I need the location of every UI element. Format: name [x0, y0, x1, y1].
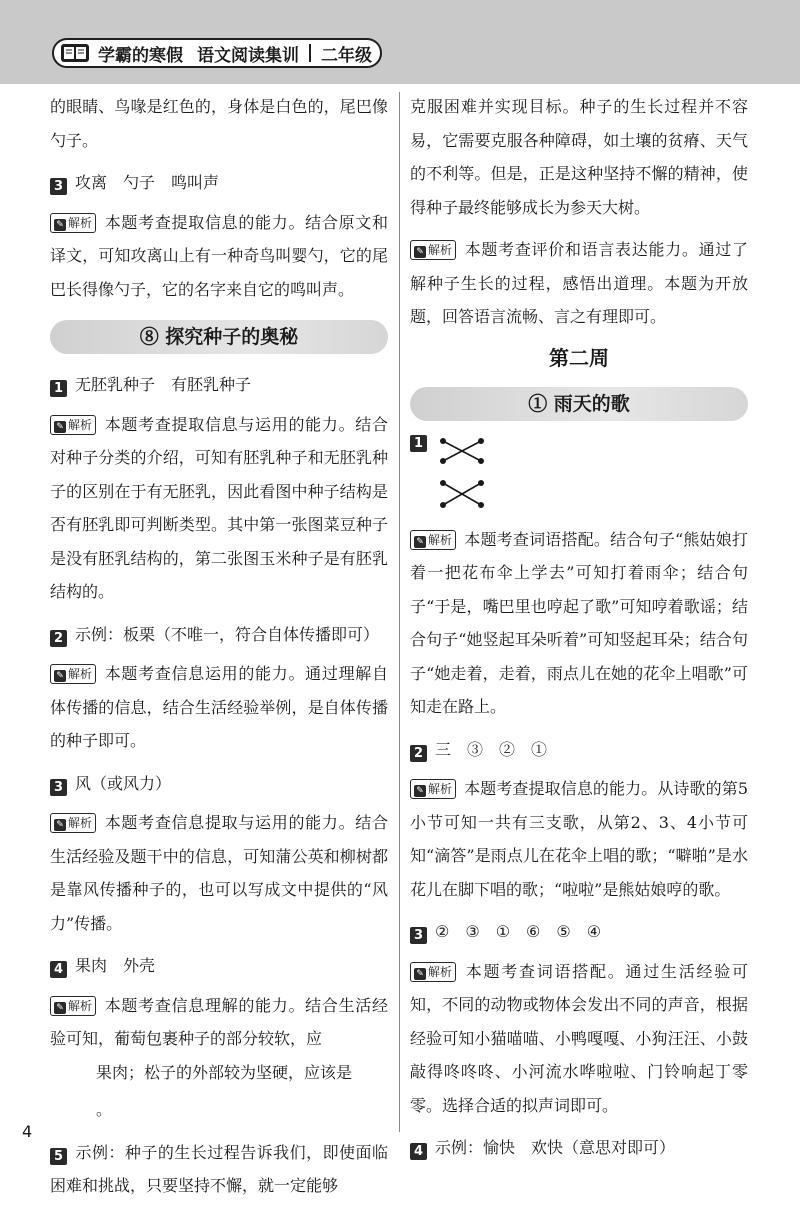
- analysis-tag: ✎ 解析: [410, 962, 456, 982]
- matching-lines-diagram: [435, 435, 495, 511]
- answer-item: [410, 733, 748, 767]
- analysis-text: 本题考查信息提取与运用的能力。结合生活经验及题干中的信息，可知蒲公英和柳树都是靠风传播种子的，也可以写成文中提供的“风力”传播。: [50, 813, 388, 933]
- analysis-continuation: 果肉；松子的外部较为坚硬，应该是: [96, 1062, 353, 1082]
- answer-text: 示例：愉快 欢快（意思对即可）: [435, 1138, 676, 1157]
- analysis-block: [50, 989, 388, 1056]
- answer-item: [50, 368, 388, 402]
- analysis-block: [410, 523, 748, 724]
- column-divider: [399, 92, 400, 1132]
- answer-text: ② ③ ① ⑥ ⑤ ④: [435, 922, 602, 941]
- item-number: 1: [410, 435, 427, 452]
- answer-item: [50, 166, 388, 200]
- analysis-icon: ✎: [414, 968, 426, 980]
- continued-paragraph: 克服困难并实现目标。种子的生长过程并不容易，它需要克服各种障碍，如土壤的贫瘠、天气的不利等。但是，正是这种坚持不懈的精神，使得种子最终能够成长为参天大树。: [410, 97, 748, 217]
- analysis-tag: ✎ 解析: [410, 240, 456, 260]
- answer-text: 示例：板栗（不唯一，符合自体传播即可）: [75, 624, 380, 644]
- item-number: 2: [50, 630, 67, 647]
- answer-text: 三 ③ ② ①: [435, 739, 548, 759]
- answer-item: [410, 915, 748, 949]
- item-number: 3: [50, 178, 67, 195]
- item-number: 1: [50, 380, 67, 397]
- section-title: ① 雨天的歌: [410, 387, 748, 421]
- grade-label: 二年级: [321, 45, 372, 66]
- analysis-icon: ✎: [54, 421, 66, 433]
- book-icon: [60, 42, 90, 64]
- item-number: 3: [50, 779, 67, 796]
- analysis-text: 本题考查提取信息与运用的能力。结合对种子分类的介绍，可知有胚乳种子和无胚乳种子的区别在于有无胚乳，因此看图中种子结构是否有胚乳即可判断类型。其中第一张图菜豆种子是没有胚乳结构的，第二张图玉米种子是有胚乳结构的。: [50, 414, 388, 601]
- analysis-block: [410, 233, 748, 334]
- right-column: [410, 90, 748, 1171]
- answer-text: 示例：种子的生长过程告诉我们，即使面临困难和挑战，只要坚持不懈，就一定能够: [50, 1142, 388, 1195]
- analysis-block: [410, 955, 748, 1123]
- analysis-tag: ✎ 解析: [50, 664, 96, 684]
- analysis-tag: ✎ 解析: [50, 813, 96, 833]
- page-header: [0, 0, 800, 84]
- answer-item: [50, 767, 388, 801]
- item-number: 4: [410, 1143, 427, 1160]
- analysis-icon: ✎: [54, 1002, 66, 1014]
- analysis-block: [50, 806, 388, 940]
- analysis-block: [50, 206, 388, 307]
- analysis-icon: ✎: [414, 785, 426, 797]
- analysis-block: [50, 408, 388, 609]
- answer-text: 攻离 勺子 鸣叫声: [75, 173, 220, 192]
- answer-text: 风（或风力）: [75, 773, 172, 793]
- title-separator: [309, 44, 311, 62]
- analysis-text: 本题考查提取信息的能力。结合原文和译文，可知攻离山上有一种奇鸟叫婴勺，它的尾巴长得像勺子，它的名字来自它的鸣叫声。: [50, 212, 388, 299]
- answer-item: [410, 435, 748, 515]
- analysis-tag: ✎ 解析: [410, 530, 456, 550]
- answer-item: [50, 618, 388, 652]
- answer-text: 果肉 外壳: [75, 956, 156, 975]
- page-number: 4: [22, 1122, 33, 1141]
- analysis-text: 本题考查词语搭配。通过生活经验可知，不同的动物或物体会发出不同的声音，根据经验可知小猫喵喵、小鸭嘎嘎、小狗汪汪、小鼓敲得咚咚咚、小河流水哗啦啦、门铃响起丁零零。选择合适的拟声词即可。: [410, 961, 748, 1115]
- section-title: ⑧ 探究种子的奥秘: [50, 320, 388, 354]
- answer-text: 无胚乳种子 有胚乳种子: [75, 375, 252, 394]
- answer-item: [50, 949, 388, 983]
- analysis-text: 本题考查信息运用的能力。通过理解自体传播的信息，结合生活经验举例，是自体传播的种子即可。: [50, 664, 388, 750]
- analysis-icon: ✎: [54, 670, 66, 682]
- series-title: 学霸的寒假: [98, 45, 183, 66]
- left-column: [50, 90, 388, 1212]
- item-number: 4: [50, 961, 67, 978]
- book-title: 语文阅读集训: [197, 45, 299, 66]
- analysis-continuation-end: 。: [96, 1100, 113, 1119]
- analysis-icon: ✎: [414, 536, 426, 548]
- continued-paragraph: 的眼睛、鸟喙是红色的，身体是白色的，尾巴像勺子。: [50, 97, 388, 150]
- book-title-pill: [52, 38, 382, 68]
- analysis-tag: ✎ 解析: [50, 213, 96, 233]
- analysis-tag: ✎ 解析: [410, 779, 456, 799]
- answer-item: [50, 1136, 388, 1203]
- analysis-text: 本题考查提取信息的能力。从诗歌的第5小节可知一共有三支歌，从第2、3、4小节可知“滴答”是雨点儿在花伞上唱的歌；“噼啪”是水花儿在脚下唱的歌；“啦啦”是熊姑娘哼的歌。: [410, 779, 748, 899]
- analysis-text: 本题考查信息理解的能力。结合生活经验可知，葡萄包裹种子的部分较软，应: [50, 995, 388, 1048]
- week-title: 第二周: [549, 345, 609, 370]
- analysis-icon: ✎: [54, 219, 66, 231]
- analysis-tag: ✎ 解析: [50, 996, 96, 1016]
- analysis-text: 本题考查评价和语言表达能力。通过了解种子生长的过程，感悟出道理。本题为开放题，回答语言流畅、言之有理即可。: [410, 240, 748, 326]
- item-number: 2: [410, 745, 427, 762]
- analysis-icon: ✎: [54, 819, 66, 831]
- analysis-icon: ✎: [414, 246, 426, 258]
- item-number: 3: [410, 927, 427, 944]
- item-number: 5: [50, 1148, 67, 1165]
- analysis-block: [410, 772, 748, 906]
- analysis-block: [50, 657, 388, 758]
- analysis-text: 本题考查词语搭配。结合句子“熊姑娘打着一把花布伞上学去”可知打着雨伞；结合句子“于是，嘴巴里也哼起了歌”可知哼着歌谣；结合句子“她竖起耳朵听着”可知竖起耳朵；结合句子“她走着，走着，雨点儿在她的花伞上唱歌”可知走在路上。: [410, 529, 748, 716]
- analysis-tag: ✎ 解析: [50, 415, 96, 435]
